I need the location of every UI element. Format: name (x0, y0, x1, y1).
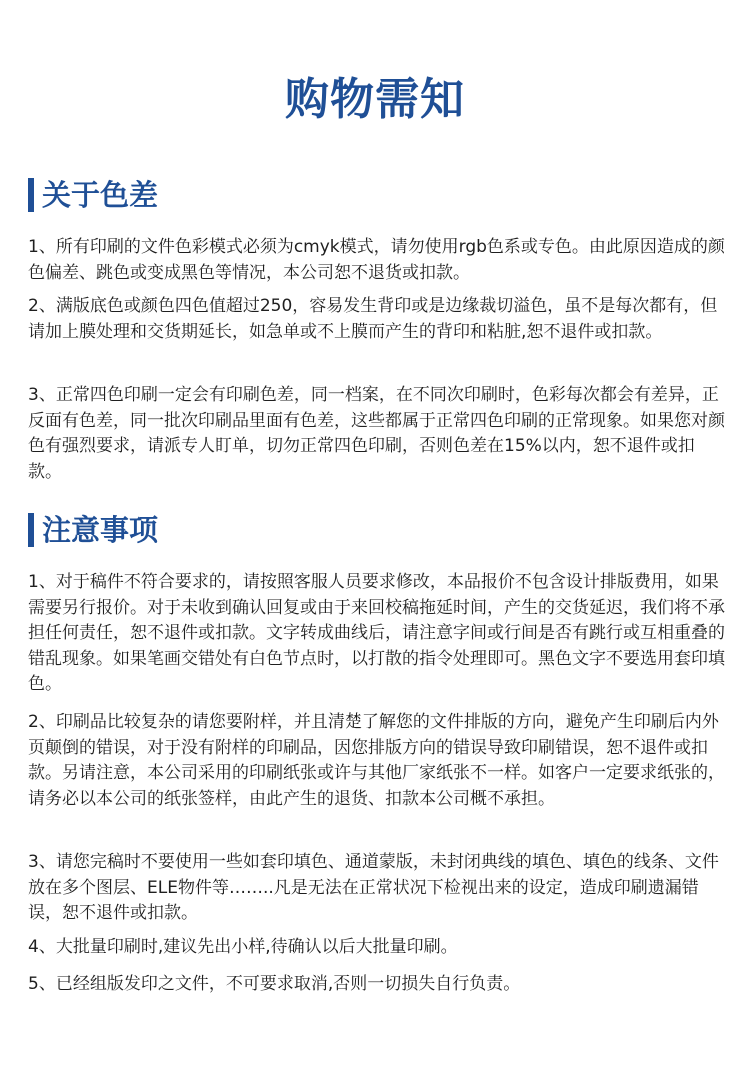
paragraph-item: 2、印刷品比较复杂的请您要附样，并且清楚了解您的文件排版的方向，避免产生印刷后内外页颠倒的错误，对于没有附样的印刷品，因您排版方向的错误导致印刷错误，恕不退件或扣款。另请注意，本公司采用的印刷纸张或许与其他厂家纸张不一样。如客户一定要求纸张的，请务必以本公司的纸张签样，由此产生的退货、扣款本公司概不承担。 (28, 712, 725, 809)
paragraph-item: 3、正常四色印刷一定会有印刷色差，同一档案，在不同次印刷时，色彩每次都会有差异，正反面有色差，同一批次印刷品里面有色差，这些都属于正常四色印刷的正常现象。如果您对颜色有强烈要求，请派专人盯单，切勿正常四色印刷，否则色差在15%以内，恕不退件或扣款。 (28, 385, 725, 482)
paragraph-item: 1、对于稿件不符合要求的，请按照客服人员要求修改，本品报价不包含设计排版费用，如果需要另行报价。对于未收到确认回复或由于来回校稿拖延时间，产生的交货延迟，我们将不承担任何责任，恕不退件或扣款。文字转成曲线后，请注意字间或行间是否有跳行或互相重叠的错乱现象。如果笔画交错处有白色节点时，以打散的指令处理即可。黑色文字不要选用套印填色。 (28, 572, 725, 694)
section-accent-bar (28, 513, 34, 547)
section-notes (28, 510, 728, 550)
paragraph-item: 3、请您完稿时不要使用一些如套印填色、通道蒙版，未封闭典线的填色、填色的线条、文件放在多个图层、ELE物件等……..凡是无法在正常状况下检视出来的设定，造成印刷遗漏错误，恕不退件或扣款。 (28, 852, 719, 923)
paragraph-item: 4、大批量印刷时,建议先出小样,待确认以后大批量印刷。 (28, 937, 458, 957)
page-title: 购物需知 (285, 74, 465, 125)
paragraph-item: 2、满版底色或颜色四色值超过250，容易发生背印或是边缘裁切溢色，虽不是每次都有，但请加上膜处理和交货期延长，如急单或不上膜而产生的背印和粘脏,恕不退件或扣款。 (28, 296, 718, 342)
paragraph-item: 5、已经组版发印之文件，不可要求取消,否则一切损失自行负责。 (28, 974, 521, 994)
section-header (28, 175, 728, 215)
section-title: 关于色差 (42, 178, 159, 212)
section-title: 注意事项 (42, 513, 159, 547)
section-accent-bar (28, 178, 34, 212)
section-header (28, 510, 728, 550)
section-color-difference (28, 175, 728, 215)
paragraph-item: 1、所有印刷的文件色彩模式必须为cmyk模式，请勿使用rgb色系或专色。由此原因造成的颜色偏差、跳色或变成黑色等情况，本公司恕不退货或扣款。 (28, 237, 725, 283)
